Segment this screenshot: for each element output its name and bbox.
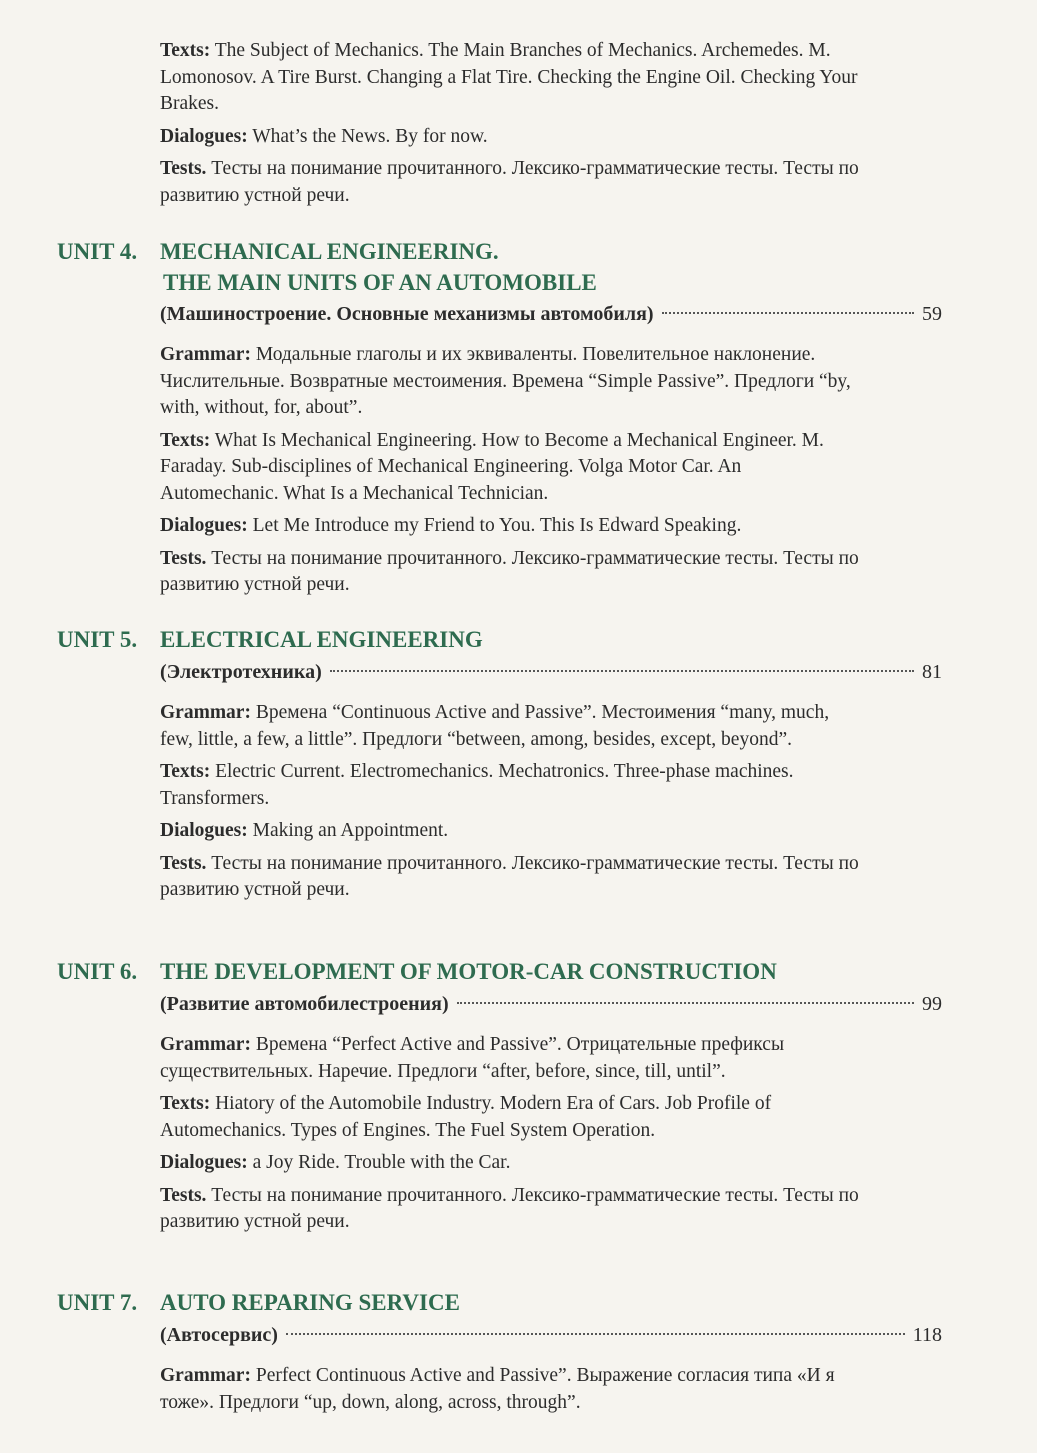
tests-entry xyxy=(160,546,860,599)
unit-5-entry xyxy=(0,624,1037,910)
toc-line[interactable] xyxy=(160,1319,942,1351)
entry-label: Grammar: xyxy=(160,702,251,723)
dialogues-entry xyxy=(160,1150,860,1177)
unit-contents xyxy=(160,1032,860,1236)
page-number: 99 xyxy=(922,993,942,1015)
texts-entry xyxy=(160,38,860,118)
tests-entry xyxy=(160,156,860,209)
unit-russian-title: (Машиностроение. Основные механизмы автомобиля) xyxy=(160,303,654,325)
grammar-entry xyxy=(160,700,860,753)
entry-label: Grammar: xyxy=(160,1365,251,1386)
entry-text: Модальные глаголы и их эквиваленты. Повелительное наклонение. Числительные. Возвратные местоимения. Времена “Simple Passive”. Предлоги “by, with, without, for, about”. xyxy=(160,344,851,418)
texts-entry xyxy=(160,428,860,508)
entry-label: Tests. xyxy=(160,1184,207,1206)
entry-text: Electric Current. Electromechanics. Mechatronics. Three-phase machines. Transformers. xyxy=(160,761,794,809)
unit-title: ELECTRICAL ENGINEERING xyxy=(160,627,483,652)
unit-heading xyxy=(0,1287,1037,1319)
entry-label: Tests. xyxy=(160,158,207,179)
entry-label: Grammar: xyxy=(160,1034,251,1055)
entry-text: Тесты на понимание прочитанного. Лексико-грамматические тесты. Тесты по развитию устной речи. xyxy=(160,547,859,595)
unit-7-entry xyxy=(0,1287,1037,1422)
entry-label: Tests. xyxy=(160,852,207,874)
unit-title: AUTO REPARING SERVICE xyxy=(160,1290,460,1315)
entry-text: Тесты на понимание прочитанного. Лексико-грамматические тесты. Тесты по развитию устной речи. xyxy=(160,1184,859,1232)
unit-number: UNIT 7. xyxy=(57,1290,138,1315)
dot-leader xyxy=(662,312,914,314)
entry-label: Dialogues: xyxy=(160,125,248,147)
entry-text: Hiatory of the Automobile Industry. Modern Era of Cars. Job Profile of Automechanics. Types of Engines. The Fuel System Operation. xyxy=(160,1093,772,1141)
unit-title: MECHANICAL ENGINEERING. xyxy=(160,239,499,264)
entry-text: Let Me Introduce my Friend to You. This Is Edward Speaking. xyxy=(247,515,742,536)
entry-label: Dialogues: xyxy=(160,1152,248,1173)
entry-label: Texts: xyxy=(160,40,211,61)
unit-3-continuation xyxy=(160,38,860,215)
unit-heading xyxy=(0,624,1037,656)
entry-label: Texts: xyxy=(160,429,211,451)
entry-label: Tests. xyxy=(160,547,207,569)
unit-number: UNIT 5. xyxy=(57,627,138,652)
entry-label: Dialogues: xyxy=(160,820,248,841)
toc-line[interactable] xyxy=(160,988,942,1020)
dialogues-entry xyxy=(160,124,860,151)
toc-line[interactable] xyxy=(160,298,942,330)
dot-leader xyxy=(330,670,914,672)
dialogues-entry xyxy=(160,818,860,845)
page-number: 81 xyxy=(922,661,942,683)
texts-entry xyxy=(160,1091,860,1144)
entry-text: Making an Appointment. xyxy=(247,820,449,841)
unit-russian-title: (Электротехника) xyxy=(160,661,322,683)
entry-text: Времена “Continuous Active and Passive”. Местоимения “many, much, few, little, a few, a little”. Предлоги “between, among, besides, except, beyond”. xyxy=(160,702,830,750)
unit-number: UNIT 6. xyxy=(57,959,138,984)
unit-contents xyxy=(160,1363,860,1416)
entry-text: Perfect Continuous Active and Passive”. Выражение согласия типа «И я тоже». Предлоги “up, down, along, across, through”. xyxy=(160,1365,835,1413)
entry-label: Texts: xyxy=(160,761,211,782)
dialogues-entry xyxy=(160,513,860,540)
entry-text: Тесты на понимание прочитанного. Лексико-грамматические тесты. Тесты по развитию устной речи. xyxy=(160,158,859,206)
entry-label: Dialogues: xyxy=(160,515,248,536)
unit-heading xyxy=(0,236,1037,268)
unit-title-line-2: THE MAIN UNITS OF AN AUTOMOBILE xyxy=(163,270,597,295)
unit-title: THE DEVELOPMENT OF MOTOR-CAR CONSTRUCTION xyxy=(160,959,777,984)
dot-leader xyxy=(286,1333,905,1335)
tests-entry xyxy=(160,851,860,904)
entry-text: The Subject of Mechanics. The Main Branches of Mechanics. Archemedes. M. Lomonosov. A Tire Burst. Changing a Flat Tire. Checking the Engine Oil. Checking Your Brakes. xyxy=(160,40,858,114)
page-number: 59 xyxy=(922,303,942,325)
unit-6-entry xyxy=(0,956,1037,1242)
unit-heading xyxy=(0,956,1037,988)
texts-entry xyxy=(160,759,860,812)
entry-text: Тесты на понимание прочитанного. Лексико-грамматические тесты. Тесты по развитию устной речи. xyxy=(160,852,859,900)
entry-text: What Is Mechanical Engineering. How to Become a Mechanical Engineer. M. Faraday. Sub-disciplines of Mechanical Engineering. Volga Motor Car. An Automechanic. What Is a Mechanical Technician. xyxy=(160,429,824,504)
grammar-entry xyxy=(160,1032,860,1085)
entry-text: What’s the News. By for now. xyxy=(247,125,488,147)
entry-label: Texts: xyxy=(160,1093,211,1114)
tests-entry xyxy=(160,1183,860,1236)
unit-russian-title: (Автосервис) xyxy=(160,1324,278,1346)
grammar-entry xyxy=(160,342,860,422)
page-number: 118 xyxy=(912,1324,942,1346)
dot-leader xyxy=(457,1002,914,1004)
unit-number: UNIT 4. xyxy=(57,239,138,264)
entry-text: a Joy Ride. Trouble with the Car. xyxy=(247,1152,511,1173)
unit-4-entry xyxy=(0,236,1037,605)
toc-line[interactable] xyxy=(160,656,942,688)
unit-russian-title: (Развитие автомобилестроения) xyxy=(160,993,449,1015)
grammar-entry xyxy=(160,1363,860,1416)
entry-text: Времена “Perfect Active and Passive”. Отрицательные префиксы существительных. Наречие. Предлоги “after, before, since, till, until”. xyxy=(160,1034,785,1082)
entry-label: Grammar: xyxy=(160,344,251,365)
unit-contents xyxy=(160,342,860,599)
unit-contents xyxy=(160,700,860,904)
